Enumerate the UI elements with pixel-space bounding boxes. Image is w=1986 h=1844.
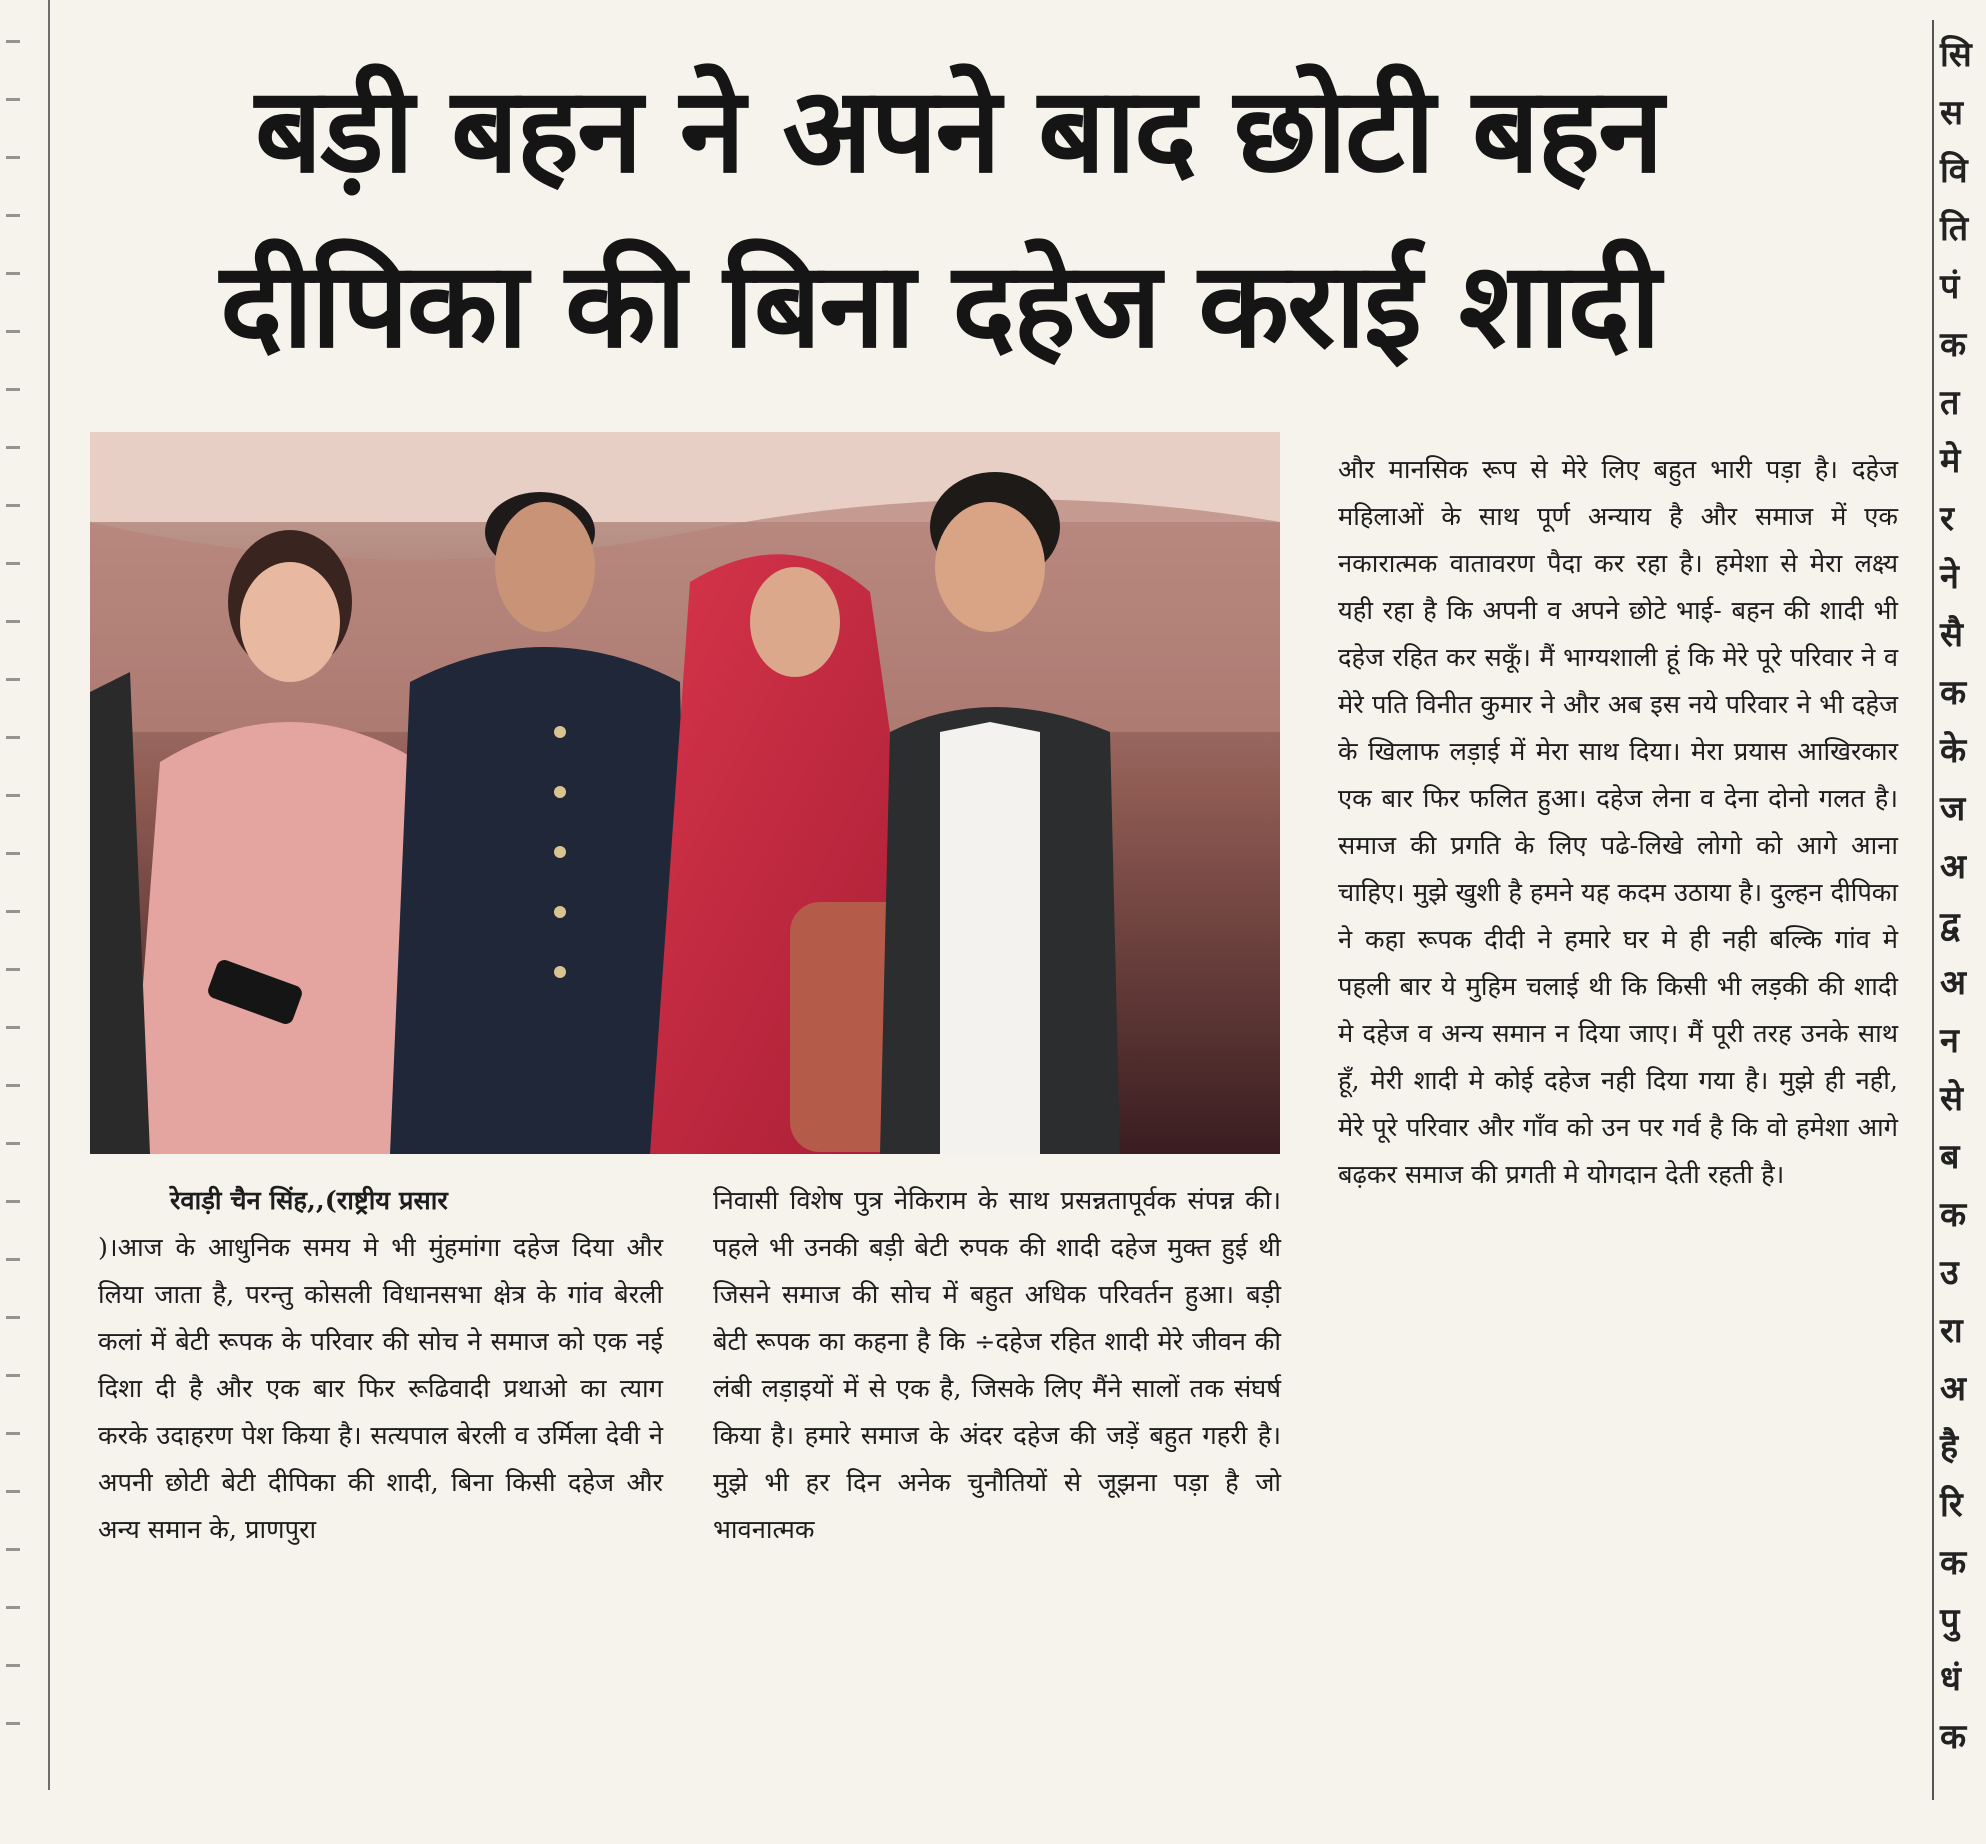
bleed-fragment: रा (1940, 1311, 1963, 1351)
bleed-mark (6, 1664, 20, 1667)
bleed-mark (6, 736, 20, 739)
bleed-fragment: अ (1940, 963, 1966, 1003)
bleed-mark (6, 852, 20, 855)
bleed-fragment: क (1940, 1543, 1967, 1583)
article-text-col3: और मानसिक रूप से मेरे लिए बहुत भारी पड़ा है। दहेज महिलाओं के साथ पूर्ण अन्याय है और समाज में एक नकारात्मक वातावरण पैदा कर रहा है। हमेशा से मेरा लक्ष्य यही रहा है कि अपनी व अपने छोटे भाई- बहन की शादी भी दहेज रहित कर सकूँ। मैं भाग्यशाली हूं कि मेरे पूरे परिवार ने व मेरे पति विनीत कुमार ने और अब इस नये परिवार ने भी दहेज के खिलाफ लड़ाई में मेरा साथ दिया। मेरा प्रयास आखिरकार एक बार फिर फलित हुआ। दहेज लेना व देना दोनो गलत है। समाज की प्रगति के लिए पढे-लिखे लोगो को आगे आना चाहिए। मुझे खुशी है हमने यह कदम उठाया है। दुल्हन दीपिका ने कहा रूपक दीदी ने हमारे घर मे ही नही बल्कि गांव मे पहली बार ये मुहिम चलाई थी कि किसी भी लड़की की शादी मे दहेज व अन्य समान न दिया जाए। मैं पूरी तरह उनके साथ हूँ, मेरी शादी मे कोई दहेज नही दिया गया है। मुझे ही नही, मेरे पूरे परिवार और गाँव को उन पर गर्व है कि वो हमेशा आगे बढ़कर समाज की प्रगती मे योगदान देती रहती है। (1338, 455, 1898, 1190)
bleed-mark (6, 1432, 20, 1435)
bleed-fragment: के (1940, 731, 1967, 771)
bleed-mark (6, 1374, 20, 1377)
bleed-fragment: अ (1940, 1369, 1966, 1409)
article-column-1 (98, 1178, 663, 1554)
bleed-fragment: ज (1940, 789, 1966, 829)
bleed-mark (6, 1490, 20, 1493)
bleed-fragment: पं (1940, 267, 1960, 307)
bleed-mark (6, 1316, 20, 1319)
bleed-fragment: वि (1940, 151, 1968, 191)
bleed-mark (6, 272, 20, 275)
bleed-mark (6, 678, 20, 681)
bleed-fragment: त (1940, 383, 1960, 423)
bleed-fragment: धं (1940, 1659, 1961, 1699)
bleed-fragment: पु (1940, 1601, 1960, 1641)
article-column-2 (713, 1178, 1281, 1554)
article-text-col1: )।आज के आधुनिक समय मे भी मुंहमांगा दहेज दिया और लिया जाता है, परन्तु कोसली विधानसभा क्षेत्र के गांव बेरली कलां में बेटी रूपक के परिवार की सोच ने समाज को एक नई दिशा दी है और एक बार फिर रूढिवादी प्रथाओ का त्याग करके उदाहरण पेश किया है। सत्यपाल बेरली व उर्मिला देवी ने अपनी छोटी बेटी दीपिका की शादी, बिना किसी दहेज और अन्य समान के, प्राणपुरा (98, 1233, 663, 1545)
dateline: रेवाड़ी चैन सिंह,,(राष्ट्रीय प्रसार (170, 1186, 448, 1216)
bleed-fragment: अ (1940, 847, 1966, 887)
bleed-mark (6, 98, 20, 101)
article-column-3 (1338, 447, 1898, 1199)
bleed-mark (6, 968, 20, 971)
bleed-mark (6, 620, 20, 623)
bleed-mark (6, 156, 20, 159)
bleed-mark (6, 330, 20, 333)
bleed-fragment: स (1940, 93, 1963, 133)
bleed-mark (6, 40, 20, 43)
bleed-mark (6, 562, 20, 565)
bleed-fragment: क (1940, 1717, 1967, 1757)
headline-line-2: दीपिका की बिना दहेज कराई शादी (220, 236, 1659, 374)
bleed-fragment: ने (1940, 557, 1959, 597)
bleed-fragment: सै (1940, 615, 1963, 655)
bleed-mark (6, 1722, 20, 1725)
headline-line-1: बड़ी बहन ने अपने बाद छोटी बहन (255, 61, 1662, 199)
bleed-fragment: है (1940, 1427, 1959, 1467)
bleed-fragment: ति (1940, 209, 1969, 249)
bleed-mark (6, 1606, 20, 1609)
bleed-fragment: क (1940, 673, 1967, 713)
bleed-mark (6, 1084, 20, 1087)
bleed-mark (6, 388, 20, 391)
right-column-bleed (1928, 0, 1986, 1844)
bleed-fragment: उ (1940, 1253, 1959, 1293)
left-column-bleed (0, 0, 50, 1844)
bleed-mark (6, 1142, 20, 1145)
article-text-col2: निवासी विशेष पुत्र नेकिराम के साथ प्रसन्नतापूर्वक संपन्न की। पहले भी उनकी बड़ी बेटी रुपक की शादी दहेज मुक्त हुई थी जिसने समाज की सोच में बहुत अधिक परिवर्तन हुआ। बड़ी बेटी रूपक का कहना है कि ÷दहेज रहित शादी मेरे जीवन की लंबी लड़ाइयों में से एक है, जिसके लिए मैंने सालों तक संघर्ष किया है। हमारे समाज के अंदर दहेज की जड़ें बहुत गहरी है। मुझे भी हर दिन अनेक चुनौतियों से जूझना पड़ा है जो भावनात्मक (713, 1186, 1281, 1545)
bleed-fragment: रि (1940, 1485, 1963, 1525)
bleed-mark (6, 910, 20, 913)
bleed-fragment: न (1940, 1021, 1959, 1061)
bleed-fragment: मे (1940, 441, 1961, 481)
bleed-mark (6, 1548, 20, 1551)
bleed-mark (6, 794, 20, 797)
bleed-fragment: क (1940, 1195, 1967, 1235)
column-rule (1932, 20, 1934, 1800)
bleed-fragment: द्व (1940, 905, 1960, 945)
bleed-mark (6, 1258, 20, 1261)
bleed-fragment: र (1940, 499, 1954, 539)
bleed-fragment: से (1940, 1079, 1963, 1119)
wedding-group-photo (90, 432, 1280, 1154)
bleed-mark (6, 446, 20, 449)
bleed-fragment: सि (1940, 35, 1972, 75)
bleed-mark (6, 504, 20, 507)
bleed-fragment: क (1940, 325, 1967, 365)
column-rule (48, 0, 50, 1790)
bleed-mark (6, 1026, 20, 1029)
bleed-mark (6, 1200, 20, 1203)
bleed-fragment: ब (1940, 1137, 1960, 1177)
bleed-mark (6, 214, 20, 217)
